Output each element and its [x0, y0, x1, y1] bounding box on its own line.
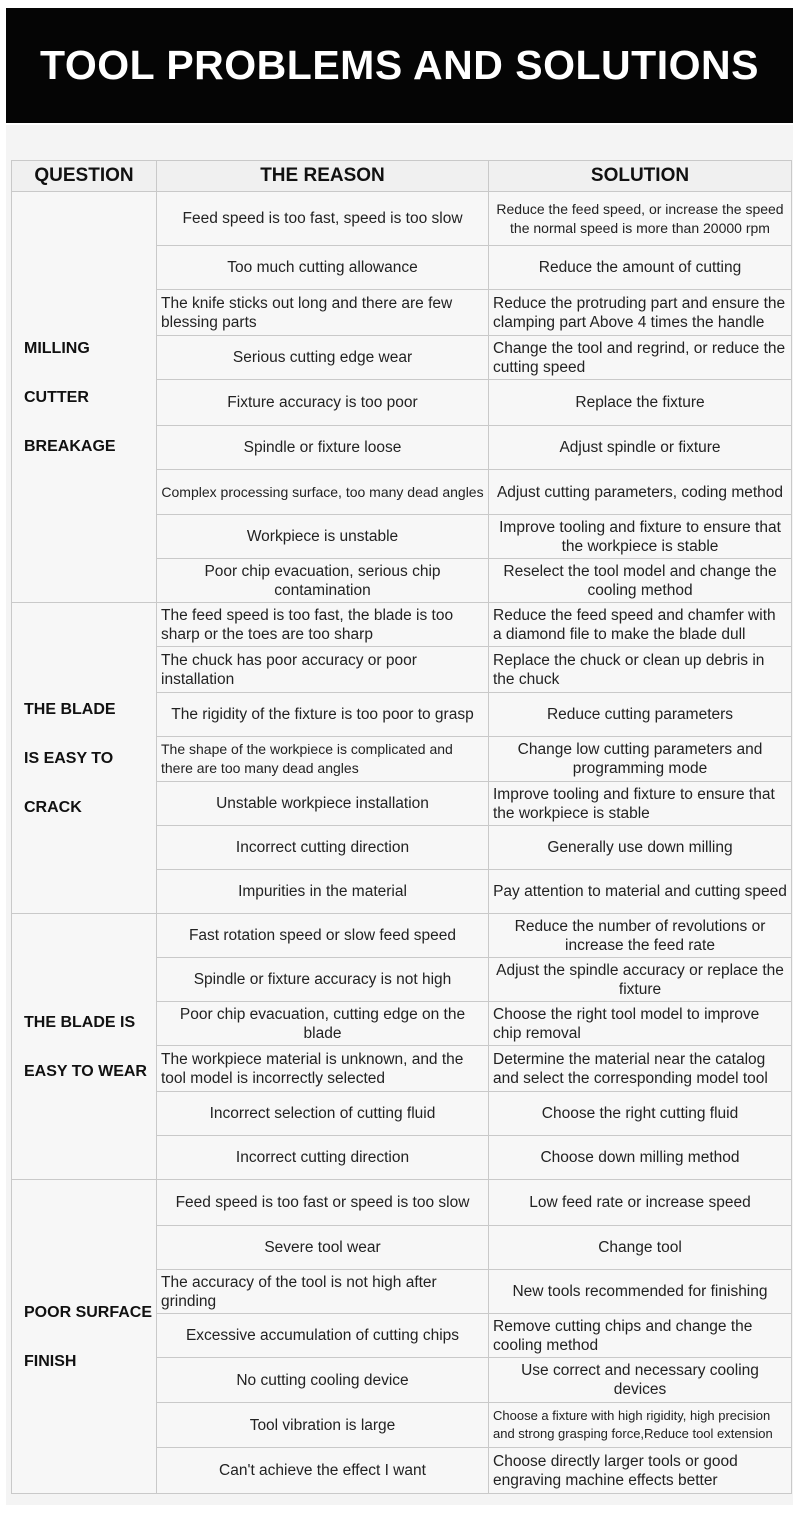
table-row: [12, 914, 792, 958]
reason-cell: Spindle or fixture loose: [157, 426, 489, 470]
solution-cell: Choose down milling method: [489, 1136, 792, 1180]
solution-cell: Change tool: [489, 1226, 792, 1270]
solution-cell: Adjust cutting parameters, coding method: [489, 470, 792, 515]
header-solution: SOLUTION: [489, 161, 792, 192]
reason-cell: Impurities in the material: [157, 870, 489, 914]
solution-cell: Improve tooling and fixture to ensure that the workpiece is stable: [489, 515, 792, 559]
solution-cell: Reduce the feed speed, or increase the speed the normal speed is more than 20000 rpm: [489, 192, 792, 246]
table-row: [12, 1180, 792, 1226]
reason-cell: Too much cutting allowance: [157, 246, 489, 290]
reason-cell: Incorrect selection of cutting fluid: [157, 1092, 489, 1136]
solution-cell: Replace the chuck or clean up debris in the chuck: [489, 647, 792, 693]
solution-cell: Determine the material near the catalog and select the corresponding model tool: [489, 1046, 792, 1092]
question-blade-easy-to-wear: THE BLADE IS EASY TO WEAR: [12, 914, 157, 1180]
solution-cell: Reduce the protruding part and ensure the clamping part Above 4 times the handle: [489, 290, 792, 336]
reason-cell: Fast rotation speed or slow feed speed: [157, 914, 489, 958]
solution-cell: Choose the right cutting fluid: [489, 1092, 792, 1136]
reason-cell: Feed speed is too fast or speed is too slow: [157, 1180, 489, 1226]
reason-cell: Unstable workpiece installation: [157, 782, 489, 826]
reason-cell: The shape of the workpiece is complicated and there are too many dead angles: [157, 737, 489, 782]
reason-cell: Serious cutting edge wear: [157, 336, 489, 380]
solution-cell: Use correct and necessary cooling devices: [489, 1358, 792, 1403]
solution-cell: Choose the right tool model to improve chip removal: [489, 1002, 792, 1046]
reason-cell: Excessive accumulation of cutting chips: [157, 1314, 489, 1358]
solution-cell: Adjust the spindle accuracy or replace the fixture: [489, 958, 792, 1002]
solution-cell: Choose a fixture with high rigidity, high precision and strong grasping force,Reduce tool extension: [489, 1403, 792, 1448]
solution-cell: Change low cutting parameters and programming mode: [489, 737, 792, 782]
solution-cell: Remove cutting chips and change the cooling method: [489, 1314, 792, 1358]
solution-cell: Choose directly larger tools or good engraving machine effects better: [489, 1448, 792, 1494]
title-banner: [6, 8, 793, 123]
reason-cell: Poor chip evacuation, serious chip contamination: [157, 559, 489, 603]
reason-cell: Poor chip evacuation, cutting edge on the blade: [157, 1002, 489, 1046]
solution-cell: Reduce the number of revolutions or increase the feed rate: [489, 914, 792, 958]
reason-cell: Feed speed is too fast, speed is too slow: [157, 192, 489, 246]
solution-cell: Pay attention to material and cutting speed: [489, 870, 792, 914]
problems-table: [11, 160, 792, 1494]
reason-cell: Incorrect cutting direction: [157, 826, 489, 870]
page-title: TOOL PROBLEMS AND SOLUTIONS: [40, 42, 759, 88]
reason-cell: Incorrect cutting direction: [157, 1136, 489, 1180]
solution-cell: Reselect the tool model and change the cooling method: [489, 559, 792, 603]
solution-cell: Low feed rate or increase speed: [489, 1180, 792, 1226]
header-row: [12, 161, 792, 192]
reason-cell: No cutting cooling device: [157, 1358, 489, 1403]
reason-cell: The knife sticks out long and there are few blessing parts: [157, 290, 489, 336]
question-milling-cutter-breakage: MILLING CUTTER BREAKAGE: [12, 192, 157, 603]
solution-cell: Reduce the feed speed and chamfer with a diamond file to make the blade dull: [489, 603, 792, 647]
solution-cell: Improve tooling and fixture to ensure that the workpiece is stable: [489, 782, 792, 826]
reason-cell: Severe tool wear: [157, 1226, 489, 1270]
reason-cell: Fixture accuracy is too poor: [157, 380, 489, 426]
reason-cell: The rigidity of the fixture is too poor to grasp: [157, 693, 489, 737]
header-reason: THE REASON: [157, 161, 489, 192]
reason-cell: The chuck has poor accuracy or poor installation: [157, 647, 489, 693]
solution-cell: Adjust spindle or fixture: [489, 426, 792, 470]
reason-cell: Can't achieve the effect I want: [157, 1448, 489, 1494]
solution-cell: New tools recommended for finishing: [489, 1270, 792, 1314]
table-row: [12, 192, 792, 246]
question-poor-surface-finish: POOR SURFACE FINISH: [12, 1180, 157, 1494]
reason-cell: The accuracy of the tool is not high after grinding: [157, 1270, 489, 1314]
reason-cell: Complex processing surface, too many dead angles: [157, 470, 489, 515]
reason-cell: The workpiece material is unknown, and the tool model is incorrectly selected: [157, 1046, 489, 1092]
reason-cell: Spindle or fixture accuracy is not high: [157, 958, 489, 1002]
solution-cell: Reduce the amount of cutting: [489, 246, 792, 290]
solution-cell: Generally use down milling: [489, 826, 792, 870]
solution-cell: Replace the fixture: [489, 380, 792, 426]
table-row: [12, 603, 792, 647]
question-blade-easy-to-crack: THE BLADE IS EASY TO CRACK: [12, 603, 157, 914]
header-question: QUESTION: [12, 161, 157, 192]
solution-cell: Change the tool and regrind, or reduce the cutting speed: [489, 336, 792, 380]
reason-cell: The feed speed is too fast, the blade is too sharp or the toes are too sharp: [157, 603, 489, 647]
reason-cell: Tool vibration is large: [157, 1403, 489, 1448]
reason-cell: Workpiece is unstable: [157, 515, 489, 559]
solution-cell: Reduce cutting parameters: [489, 693, 792, 737]
